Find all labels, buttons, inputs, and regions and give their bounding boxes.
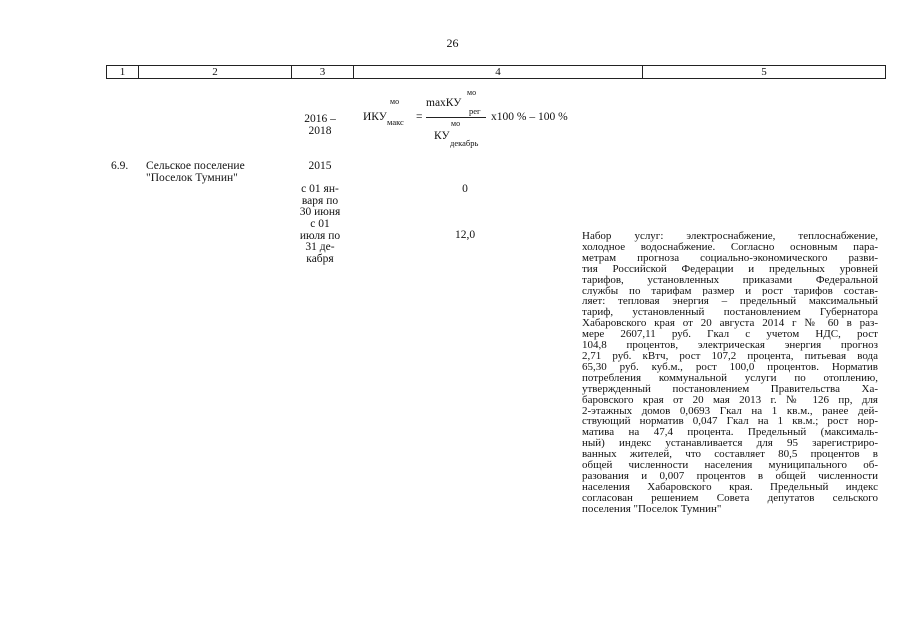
description-line: 2-этажных домов 0,0693 Гкал на 1 кв.м., ранее дей- [582, 405, 878, 417]
period-2016-2018: 2016 – 2018 [304, 113, 336, 137]
index-value-second-half: 12,0 [454, 229, 476, 241]
description-line: Хабаровского края от 20 августа 2014 г № 60 в раз- [582, 318, 878, 330]
description-line: тарифов, установленных приказами Федеральной [582, 274, 878, 286]
lhs-symbol: ИКУ [363, 111, 387, 123]
year-2015: 2015 [308, 160, 332, 172]
description-line: разования и 0,007 процентов в общей численности [582, 470, 878, 482]
page-number: 26 [446, 36, 459, 50]
description-line: мере 2607,11 руб. Гкал с учетом НДС, рост [582, 329, 878, 341]
description-line: 2,71 руб. кВтч, рост 107,2 процента, питьевая вода [582, 350, 878, 362]
formula-tail: х100 % – 100 % [491, 111, 568, 123]
description-line: общей численности населения муниципального об- [582, 460, 878, 471]
description-line: утвержденный постановлением Правительства Ха- [582, 383, 878, 395]
column-header-3: 3 [292, 66, 354, 78]
limit-index-formula [360, 88, 590, 152]
description-line: матива на 47,4 процента. Предельный (максималь- [582, 427, 878, 439]
period-first-half: с 01 ян- варя по 30 июня [299, 183, 341, 218]
column-header-4: 4 [354, 66, 643, 78]
description-line: тариф, установленный постановлением Губернатора [582, 307, 878, 319]
description-line: потребления коммунальной услуги по отоплению, [582, 372, 878, 384]
denominator-subscript: декабрь [450, 138, 479, 148]
description-line: Набор услуг: электроснабжение, теплоснабжение, [582, 231, 878, 242]
entry-number: 6.9. [111, 160, 129, 172]
description-line: ляет: тепловая энергия – предельный максимальный [582, 296, 878, 308]
description-line: 65,30 руб. куб.м., рост 100,0 процентов. Норматив [582, 361, 878, 373]
column-header-row [106, 65, 886, 79]
description-line: ванных жителей, что составляет 80,5 процентов в [582, 449, 878, 461]
column-header-5: 5 [761, 66, 767, 78]
description-line: тия Российской Федерации и предельных уровней [582, 263, 878, 275]
period-second-half: с 01 июля по 31 де- кабря [299, 218, 341, 265]
description-text [582, 231, 878, 515]
description-line: согласован решением Совета депутатов сельского [582, 492, 878, 504]
description-line: ствующий норматив 0,047 Гкал на 1 кв.м.; рост нор- [582, 416, 878, 428]
column-header-1: 1 [107, 66, 139, 78]
description-line: 104,8 процентов, электрическая энергия прогноз [582, 340, 878, 351]
description-line: населения Хабаровского края. Предельный индекс [582, 481, 878, 493]
lhs-subscript: макс [387, 117, 404, 127]
numerator-symbol: maxКУ [426, 97, 462, 109]
numerator-subscript: рег [469, 106, 481, 116]
denominator-superscript: мо [451, 119, 461, 128]
description-line: ный) индекс устанавливается для 95 зарегистриро- [582, 438, 878, 450]
numerator-superscript: мо [467, 88, 477, 97]
denominator-symbol: КУ [434, 130, 450, 142]
fraction-bar [426, 117, 486, 118]
description-line: баровского края от 20 мая 2013 г. № 126 пр, для [582, 394, 878, 406]
equals-sign: = [416, 111, 423, 123]
column-header-2: 2 [139, 66, 292, 78]
description-line: холодное водоснабжение. Согласно основным пара- [582, 241, 878, 253]
description-line: службы по тарифам размер и рост тарифов состав- [582, 285, 878, 297]
settlement-name: Сельское поселение "Поселок Тумнин" [146, 160, 245, 184]
description-line: поселения "Поселок Тумнин" [582, 503, 722, 515]
lhs-superscript: мо [390, 97, 400, 106]
description-line: метрам прогноза социально-экономического разви- [582, 252, 878, 264]
index-value-first-half: 0 [462, 183, 468, 195]
